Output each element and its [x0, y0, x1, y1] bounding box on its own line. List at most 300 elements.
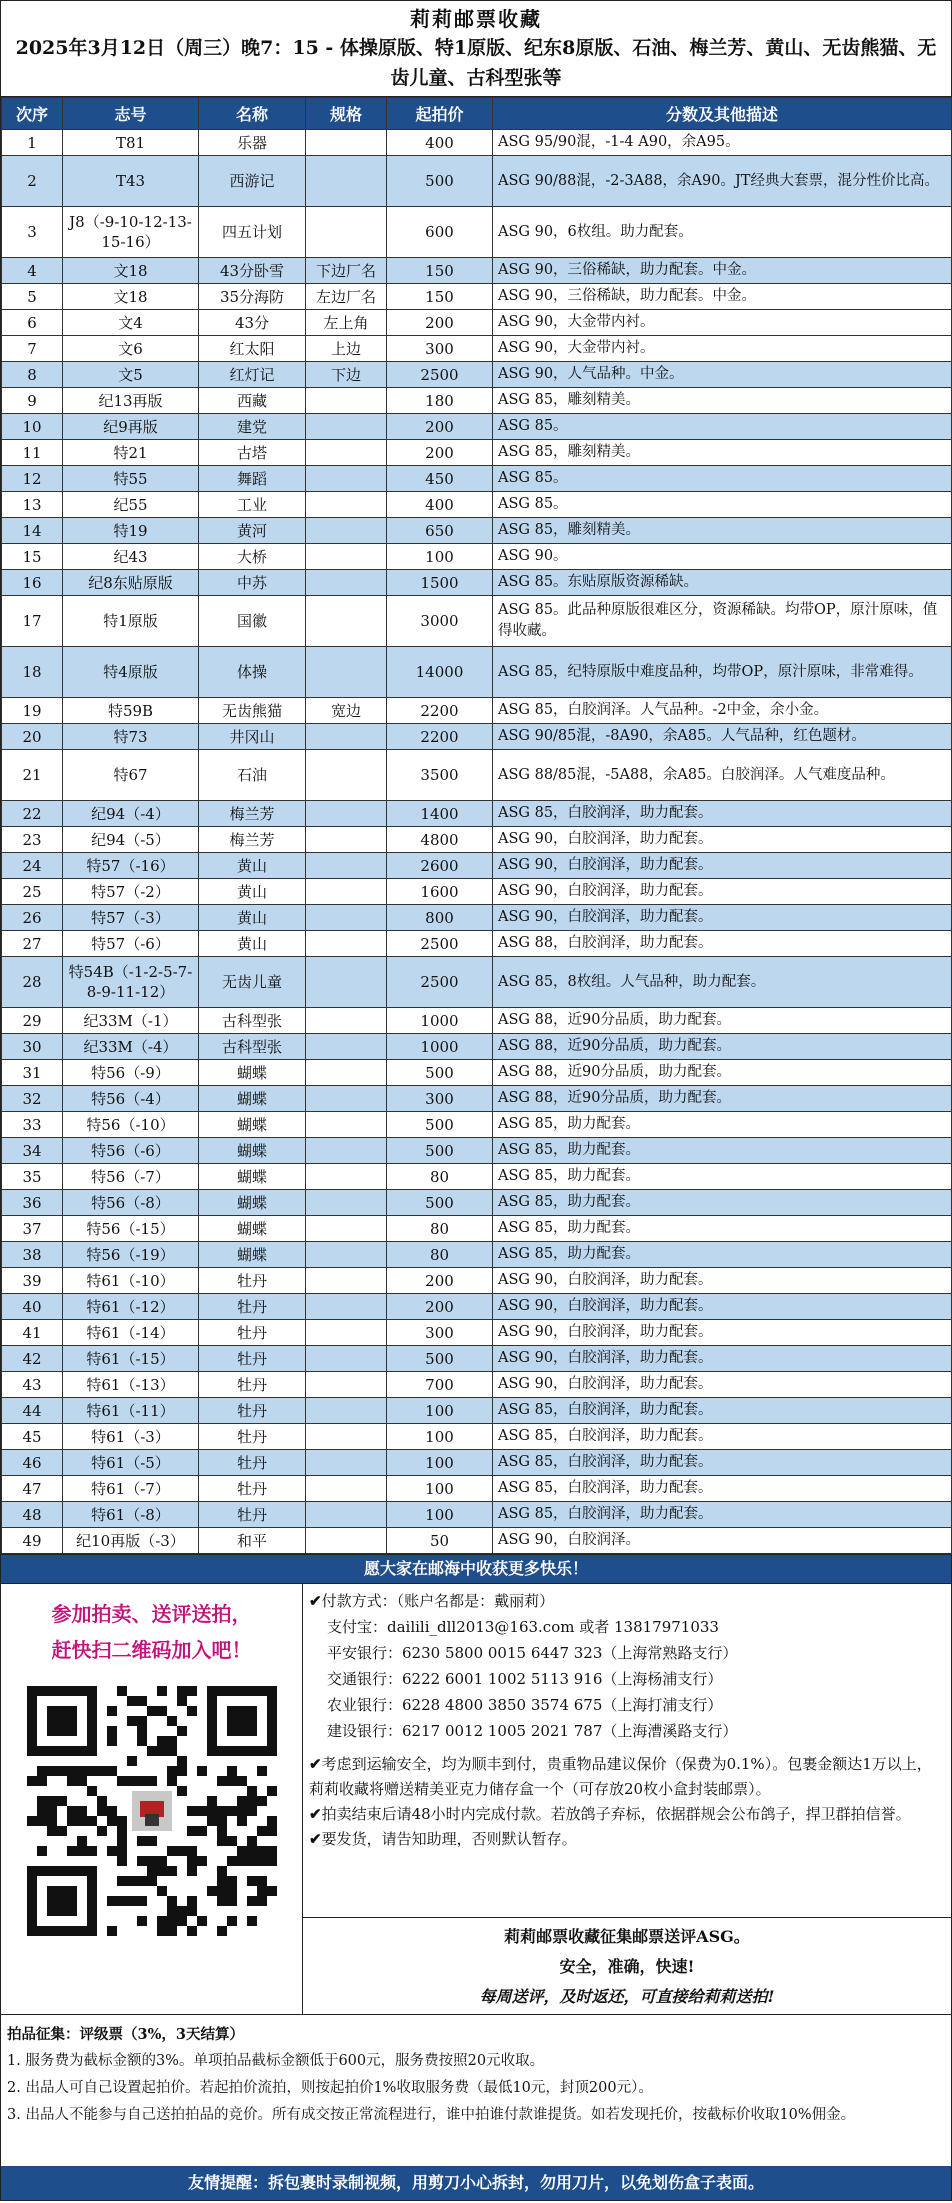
- lot-spec: [306, 801, 387, 827]
- lot-code: T43: [63, 156, 199, 207]
- lot-desc: ASG 85，雕刻精美。: [493, 518, 952, 544]
- table-row: [2, 879, 952, 905]
- lot-code: 特56（-15）: [63, 1216, 199, 1242]
- lot-code: 特4原版: [63, 647, 199, 698]
- lot-code: 特61（-5）: [63, 1450, 199, 1476]
- lot-price: 300: [387, 336, 493, 362]
- table-row: [2, 1268, 952, 1294]
- lot-price: 14000: [387, 647, 493, 698]
- bank-line: 交通银行：6222 6001 1002 5113 916（上海杨浦支行）: [327, 1670, 723, 1688]
- lot-name: 国徽: [199, 596, 306, 647]
- lot-code: 特61（-14）: [63, 1320, 199, 1346]
- lot-name: 西游记: [199, 156, 306, 207]
- lot-no: 2: [2, 156, 63, 207]
- lot-no: 23: [2, 827, 63, 853]
- table-row: [2, 1164, 952, 1190]
- lot-code: 纪13再版: [63, 388, 199, 414]
- lot-code: 特56（-9）: [63, 1060, 199, 1086]
- lot-code: 文18: [63, 284, 199, 310]
- lot-price: 150: [387, 284, 493, 310]
- lot-price: 2500: [387, 362, 493, 388]
- lot-desc: ASG 85，白胶润泽，助力配套。: [493, 1450, 952, 1476]
- lot-desc: ASG 90，白胶润泽，助力配套。: [493, 905, 952, 931]
- lot-desc: ASG 90，白胶润泽，助力配套。: [493, 827, 952, 853]
- table-row: [2, 1242, 952, 1268]
- table-row: [2, 931, 952, 957]
- delivery-note: ✔要发货，请告知助理，否则默认暂存。: [309, 1830, 577, 1848]
- lot-code: 特56（-8）: [63, 1190, 199, 1216]
- lot-name: 红太阳: [199, 336, 306, 362]
- lot-no: 14: [2, 518, 63, 544]
- lot-price: 100: [387, 1502, 493, 1528]
- table-row: [2, 1372, 952, 1398]
- lot-no: 29: [2, 1008, 63, 1034]
- check-icon: ✔: [309, 1805, 322, 1823]
- lot-no: 16: [2, 570, 63, 596]
- lot-code: 特61（-11）: [63, 1398, 199, 1424]
- table-row: [2, 544, 952, 570]
- lot-spec: [306, 957, 387, 1008]
- table-row: [2, 1086, 952, 1112]
- lot-no: 22: [2, 801, 63, 827]
- lot-name: 牡丹: [199, 1398, 306, 1424]
- lot-spec: 宽边: [306, 698, 387, 724]
- lot-name: 牡丹: [199, 1320, 306, 1346]
- lot-code: 纪55: [63, 492, 199, 518]
- lot-name: 蝴蝶: [199, 1112, 306, 1138]
- lot-no: 43: [2, 1372, 63, 1398]
- lot-price: 500: [387, 1138, 493, 1164]
- lot-desc: ASG 90。: [493, 544, 952, 570]
- lot-no: 27: [2, 931, 63, 957]
- lot-no: 47: [2, 1476, 63, 1502]
- lot-name: 蝴蝶: [199, 1242, 306, 1268]
- lot-spec: [306, 440, 387, 466]
- lot-no: 42: [2, 1346, 63, 1372]
- table-row: [2, 1216, 952, 1242]
- lot-code: 特57（-2）: [63, 879, 199, 905]
- lot-no: 7: [2, 336, 63, 362]
- rules-heading: 拍品征集：评级票（3%，3天结算）: [7, 2026, 244, 2043]
- grading-line-3: 每周送评，及时返还，可直接给莉莉送拍!: [479, 1987, 775, 2006]
- lot-name: 牡丹: [199, 1476, 306, 1502]
- table-row: [2, 156, 952, 207]
- grading-line-2: 安全，准确，快速!: [559, 1957, 695, 1976]
- lot-name: 牡丹: [199, 1502, 306, 1528]
- table-row: [2, 1346, 952, 1372]
- lot-no: 15: [2, 544, 63, 570]
- lot-name: 井冈山: [199, 724, 306, 750]
- lot-price: 500: [387, 1060, 493, 1086]
- lot-name: 牡丹: [199, 1424, 306, 1450]
- lot-spec: [306, 853, 387, 879]
- lot-price: 400: [387, 492, 493, 518]
- lot-no: 39: [2, 1268, 63, 1294]
- table-row: [2, 1190, 952, 1216]
- lot-no: 19: [2, 698, 63, 724]
- lot-code: 特59B: [63, 698, 199, 724]
- bank-line: 建设银行：6217 0012 1005 2021 787（上海漕溪路支行）: [327, 1722, 738, 1740]
- lot-price: 80: [387, 1242, 493, 1268]
- lot-name: 工业: [199, 492, 306, 518]
- lot-name: 蝴蝶: [199, 1164, 306, 1190]
- lot-desc: ASG 88，近90分品质，助力配套。: [493, 1034, 952, 1060]
- lot-spec: 下边厂名: [306, 258, 387, 284]
- promo-panel: [1, 1584, 303, 2014]
- lot-spec: [306, 207, 387, 258]
- lot-spec: [306, 1164, 387, 1190]
- table-row: [2, 724, 952, 750]
- lot-spec: [306, 1138, 387, 1164]
- lot-price: 500: [387, 1112, 493, 1138]
- lot-no: 49: [2, 1528, 63, 1554]
- lot-name: 乐器: [199, 130, 306, 156]
- lot-price: 2600: [387, 853, 493, 879]
- lot-code: 文5: [63, 362, 199, 388]
- lot-no: 26: [2, 905, 63, 931]
- rule-item: 1. 服务费为截标金额的3%。单项拍品截标金额低于600元，服务费按照20元收取。: [7, 2053, 545, 2069]
- lot-name: 蝴蝶: [199, 1216, 306, 1242]
- lot-code: 特56（-6）: [63, 1138, 199, 1164]
- table-row: [2, 130, 952, 156]
- lot-desc: ASG 90，白胶润泽，助力配套。: [493, 1294, 952, 1320]
- table-row: [2, 1398, 952, 1424]
- lot-price: 1500: [387, 570, 493, 596]
- lot-no: 17: [2, 596, 63, 647]
- lot-desc: ASG 85。: [493, 466, 952, 492]
- lot-no: 48: [2, 1502, 63, 1528]
- lot-no: 31: [2, 1060, 63, 1086]
- lot-spec: [306, 570, 387, 596]
- lot-name: 43分卧雪: [199, 258, 306, 284]
- lot-no: 35: [2, 1164, 63, 1190]
- lot-no: 25: [2, 879, 63, 905]
- lot-code: 纪33M（-4）: [63, 1034, 199, 1060]
- lot-spec: 下边: [306, 362, 387, 388]
- lot-spec: [306, 544, 387, 570]
- page-subtitle: 2025年3月12日（周三）晚7：15 - 体操原版、特1原版、纪东8原版、石油、梅兰芳、黄山、无齿熊猫、无齿儿童、古科型张等: [15, 37, 937, 89]
- table-row: [2, 853, 952, 879]
- lot-spec: [306, 1398, 387, 1424]
- lot-no: 40: [2, 1294, 63, 1320]
- table-row: [2, 827, 952, 853]
- lot-desc: ASG 88/85混，-5A88，余A85。白胶润泽。人气难度品种。: [493, 750, 952, 801]
- lot-price: 100: [387, 544, 493, 570]
- lot-no: 18: [2, 647, 63, 698]
- lot-desc: ASG 85。: [493, 414, 952, 440]
- table-header-row: [2, 98, 952, 130]
- lot-code: T81: [63, 130, 199, 156]
- lot-desc: ASG 90，三俗稀缺，助力配套。中金。: [493, 258, 952, 284]
- lot-spec: [306, 1086, 387, 1112]
- lot-name: 黄山: [199, 905, 306, 931]
- col-name: 名称: [199, 98, 306, 130]
- table-row: [2, 336, 952, 362]
- lot-name: 中苏: [199, 570, 306, 596]
- grading-service: [303, 1918, 951, 2012]
- check-icon: ✔: [309, 1830, 322, 1848]
- lot-spec: [306, 1372, 387, 1398]
- lot-desc: ASG 85，助力配套。: [493, 1164, 952, 1190]
- lot-price: 500: [387, 156, 493, 207]
- payment-heading: 付款方式：（账户名都是：戴丽莉）: [321, 1592, 555, 1610]
- lot-spec: [306, 596, 387, 647]
- lot-price: 2500: [387, 957, 493, 1008]
- table-row: [2, 801, 952, 827]
- lot-name: 梅兰芳: [199, 801, 306, 827]
- lot-code: 特61（-15）: [63, 1346, 199, 1372]
- table-row: [2, 362, 952, 388]
- lot-price: 4800: [387, 827, 493, 853]
- page-title: 莉莉邮票收藏: [410, 7, 542, 31]
- lot-name: 古科型张: [199, 1034, 306, 1060]
- lot-name: 石油: [199, 750, 306, 801]
- lot-name: 35分海防: [199, 284, 306, 310]
- lot-no: 13: [2, 492, 63, 518]
- table-row: [2, 414, 952, 440]
- lot-code: 纪33M（-1）: [63, 1008, 199, 1034]
- lot-no: 32: [2, 1086, 63, 1112]
- lot-code: 特57（-6）: [63, 931, 199, 957]
- lot-name: 古塔: [199, 440, 306, 466]
- table-row: [2, 492, 952, 518]
- table-row: [2, 440, 952, 466]
- payment-deadline-note: ✔拍卖结束后请48小时内完成付款。若放鸽子弃标，依据群规会公布鸽子，捍卫群拍信誉。: [309, 1805, 911, 1823]
- lot-name: 黄山: [199, 879, 306, 905]
- lot-no: 44: [2, 1398, 63, 1424]
- lot-desc: ASG 85，雕刻精美。: [493, 388, 952, 414]
- alipay-line: 支付宝：dailili_dll2013@163.com 或者 13817971033: [327, 1618, 719, 1636]
- check-icon: ✔: [309, 1592, 322, 1610]
- lot-no: 5: [2, 284, 63, 310]
- lot-spec: [306, 1060, 387, 1086]
- lot-name: 梅兰芳: [199, 827, 306, 853]
- lot-desc: ASG 90，白胶润泽。: [493, 1528, 952, 1554]
- lot-code: 特61（-13）: [63, 1372, 199, 1398]
- table-row: [2, 1502, 952, 1528]
- lot-spec: [306, 905, 387, 931]
- info-section: [1, 1583, 951, 2014]
- lot-desc: ASG 85，白胶润泽，助力配套。: [493, 1424, 952, 1450]
- lot-price: 300: [387, 1086, 493, 1112]
- table-row: [2, 207, 952, 258]
- lot-code: 特19: [63, 518, 199, 544]
- table-row: [2, 698, 952, 724]
- lot-code: 特57（-3）: [63, 905, 199, 931]
- lot-no: 10: [2, 414, 63, 440]
- lot-price: 80: [387, 1216, 493, 1242]
- lot-name: 无齿熊猫: [199, 698, 306, 724]
- lot-price: 1000: [387, 1034, 493, 1060]
- lot-no: 1: [2, 130, 63, 156]
- lot-code: 特61（-7）: [63, 1476, 199, 1502]
- lot-name: 体操: [199, 647, 306, 698]
- lot-price: 2200: [387, 724, 493, 750]
- lot-code: 特67: [63, 750, 199, 801]
- table-row: [2, 1112, 952, 1138]
- lot-spec: [306, 1294, 387, 1320]
- lot-no: 12: [2, 466, 63, 492]
- lot-price: 700: [387, 1372, 493, 1398]
- lot-code: 纪94（-4）: [63, 801, 199, 827]
- qr-code-icon[interactable]: [27, 1686, 277, 1936]
- lot-desc: ASG 90，白胶润泽，助力配套。: [493, 1320, 952, 1346]
- footer-reminder: 友情提醒：拆包裹时录制视频，用剪刀小心拆封，勿用刀片，以免划伤盒子表面。: [1, 2166, 951, 2200]
- lot-desc: ASG 85。东贴原版资源稀缺。: [493, 570, 952, 596]
- lot-spec: [306, 156, 387, 207]
- lot-desc: ASG 90，6枚组。助力配套。: [493, 207, 952, 258]
- table-row: [2, 596, 952, 647]
- lot-code: 特73: [63, 724, 199, 750]
- promo-text: [1, 1584, 302, 1668]
- lot-code: 纪10再版（-3）: [63, 1528, 199, 1554]
- payment-info: [303, 1584, 951, 1918]
- lot-desc: ASG 85，白胶润泽，助力配套。: [493, 801, 952, 827]
- lot-desc: ASG 85。: [493, 492, 952, 518]
- table-row: [2, 1034, 952, 1060]
- rule-item: 3. 出品人不能参与自己送拍拍品的竞价。所有成交按正常流程进行，谁中拍谁付款谁提货。如若发现托价，按截标价收取10%佣金。: [7, 2107, 856, 2123]
- lot-code: 文18: [63, 258, 199, 284]
- lot-spec: [306, 466, 387, 492]
- lot-no: 9: [2, 388, 63, 414]
- lot-spec: [306, 1008, 387, 1034]
- lot-desc: ASG 85。此品种原版很难区分，资源稀缺。均带OP，原汁原味，值得收藏。: [493, 596, 952, 647]
- lot-name: 蝴蝶: [199, 1190, 306, 1216]
- lot-no: 6: [2, 310, 63, 336]
- table-row: [2, 957, 952, 1008]
- lot-spec: [306, 879, 387, 905]
- lot-no: 24: [2, 853, 63, 879]
- table-row: [2, 1008, 952, 1034]
- lot-desc: ASG 88，近90分品质，助力配套。: [493, 1060, 952, 1086]
- lot-no: 4: [2, 258, 63, 284]
- lots-body: [2, 130, 952, 1554]
- details-panel: [303, 1584, 951, 2014]
- lot-price: 800: [387, 905, 493, 931]
- lot-desc: ASG 85，助力配套。: [493, 1216, 952, 1242]
- lot-price: 450: [387, 466, 493, 492]
- lot-desc: ASG 85，雕刻精美。: [493, 440, 952, 466]
- lot-spec: [306, 1112, 387, 1138]
- lot-name: 43分: [199, 310, 306, 336]
- table-row: [2, 1476, 952, 1502]
- lot-price: 200: [387, 310, 493, 336]
- lot-spec: [306, 647, 387, 698]
- lot-no: 28: [2, 957, 63, 1008]
- lot-code: J8（-9-10-12-13-15-16）: [63, 207, 199, 258]
- lot-spec: 左边厂名: [306, 284, 387, 310]
- lot-desc: ASG 90，白胶润泽，助力配套。: [493, 1268, 952, 1294]
- lot-spec: [306, 414, 387, 440]
- lot-spec: [306, 750, 387, 801]
- lot-spec: [306, 130, 387, 156]
- lots-table: [1, 97, 952, 1554]
- lot-price: 500: [387, 1190, 493, 1216]
- table-row: [2, 1320, 952, 1346]
- lot-name: 西藏: [199, 388, 306, 414]
- lot-name: 蝴蝶: [199, 1086, 306, 1112]
- lot-price: 80: [387, 1164, 493, 1190]
- lot-name: 牡丹: [199, 1372, 306, 1398]
- table-row: [2, 1450, 952, 1476]
- wish-banner: 愿大家在邮海中收获更多快乐！: [1, 1554, 951, 1583]
- col-desc: 分数及其他描述: [493, 98, 952, 130]
- lot-price: 650: [387, 518, 493, 544]
- lot-price: 1400: [387, 801, 493, 827]
- consignment-rules: [1, 2014, 951, 2166]
- lot-spec: [306, 724, 387, 750]
- table-row: [2, 1060, 952, 1086]
- lot-code: 文6: [63, 336, 199, 362]
- lot-name: 牡丹: [199, 1268, 306, 1294]
- lot-no: 30: [2, 1034, 63, 1060]
- lot-desc: ASG 90/85混，-8A90，余A85。人气品种，红色题材。: [493, 724, 952, 750]
- promo-line-2: 赶快扫二维码加入吧！: [51, 1638, 252, 1662]
- lot-price: 200: [387, 440, 493, 466]
- lot-code: 特21: [63, 440, 199, 466]
- lot-code: 文4: [63, 310, 199, 336]
- header: [1, 1, 951, 97]
- lot-spec: [306, 1320, 387, 1346]
- lot-price: 200: [387, 1268, 493, 1294]
- rule-item: 2. 出品人可自己设置起拍价。若起拍价流拍，则按起拍价1%收取服务费（最低10元，封顶200元）。: [7, 2080, 653, 2096]
- lot-code: 特56（-10）: [63, 1112, 199, 1138]
- lot-code: 纪94（-5）: [63, 827, 199, 853]
- lot-name: 舞蹈: [199, 466, 306, 492]
- lot-no: 36: [2, 1190, 63, 1216]
- lot-spec: 左上角: [306, 310, 387, 336]
- lot-name: 蝴蝶: [199, 1138, 306, 1164]
- lot-name: 建党: [199, 414, 306, 440]
- lot-price: 150: [387, 258, 493, 284]
- lot-no: 37: [2, 1216, 63, 1242]
- lot-no: 21: [2, 750, 63, 801]
- col-no: 次序: [2, 98, 63, 130]
- lot-spec: [306, 1242, 387, 1268]
- lot-desc: ASG 85，白胶润泽，助力配套。: [493, 1398, 952, 1424]
- lot-desc: ASG 85，白胶润泽。人气品种。-2中金，余小金。: [493, 698, 952, 724]
- lot-price: 3500: [387, 750, 493, 801]
- lot-spec: [306, 1346, 387, 1372]
- lot-name: 牡丹: [199, 1294, 306, 1320]
- lot-price: 300: [387, 1320, 493, 1346]
- lot-code: 特61（-12）: [63, 1294, 199, 1320]
- lot-spec: [306, 1476, 387, 1502]
- lot-price: 3000: [387, 596, 493, 647]
- table-row: [2, 388, 952, 414]
- table-row: [2, 750, 952, 801]
- lot-no: 38: [2, 1242, 63, 1268]
- lot-desc: ASG 90，人气品种。中金。: [493, 362, 952, 388]
- lot-no: 45: [2, 1424, 63, 1450]
- table-row: [2, 1138, 952, 1164]
- lot-name: 红灯记: [199, 362, 306, 388]
- lot-spec: [306, 388, 387, 414]
- lot-desc: ASG 90，白胶润泽，助力配套。: [493, 1346, 952, 1372]
- lot-desc: ASG 85，白胶润泽，助力配套。: [493, 1476, 952, 1502]
- lot-spec: [306, 827, 387, 853]
- lot-desc: ASG 90，三俗稀缺，助力配套。中金。: [493, 284, 952, 310]
- lot-desc: ASG 90，大金带内衬。: [493, 310, 952, 336]
- lot-no: 11: [2, 440, 63, 466]
- lot-no: 41: [2, 1320, 63, 1346]
- col-spec: 规格: [306, 98, 387, 130]
- lot-desc: ASG 85，白胶润泽，助力配套。: [493, 1502, 952, 1528]
- lot-no: 3: [2, 207, 63, 258]
- lot-price: 100: [387, 1424, 493, 1450]
- col-code: 志号: [63, 98, 199, 130]
- lot-desc: ASG 85，助力配套。: [493, 1138, 952, 1164]
